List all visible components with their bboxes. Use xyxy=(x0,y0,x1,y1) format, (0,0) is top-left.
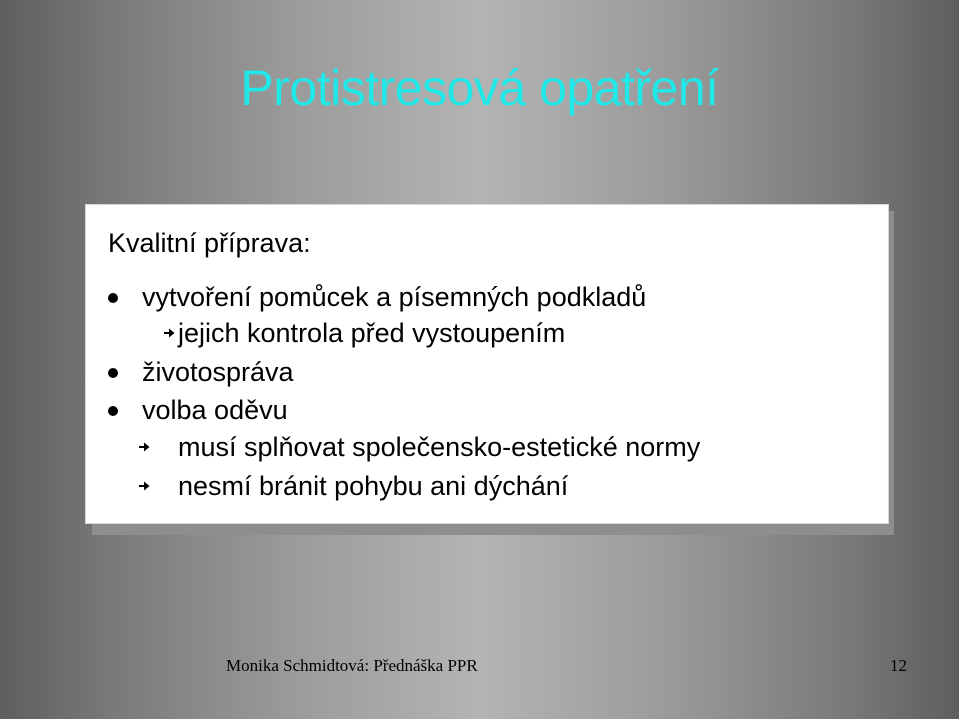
arrow-icon xyxy=(138,479,152,493)
footer-author-lecture: Monika Schmidtová: Přednáška PPR xyxy=(226,656,478,675)
bullet-icon xyxy=(108,368,118,378)
box-heading: Kvalitní příprava: xyxy=(108,228,311,258)
arrow-icon xyxy=(163,326,177,340)
page-number: 12 xyxy=(890,656,907,675)
list-item-text: nesmí bránit pohybu ani dýchání xyxy=(178,471,569,501)
arrow-icon xyxy=(138,440,152,454)
list-item-text: musí splňovat společensko-estetické normy xyxy=(178,432,701,462)
list-item-text: jejich kontrola před vystoupením xyxy=(178,318,566,348)
bullet-icon xyxy=(108,406,118,416)
list-item-text: vytvoření pomůcek a písemných podkladů xyxy=(142,282,647,312)
list-item-text: volba oděvu xyxy=(142,395,288,425)
bullet-icon xyxy=(108,293,118,303)
list-item-text: životospráva xyxy=(142,357,294,387)
content-box xyxy=(86,205,888,523)
slide-title: Protistresová opatření xyxy=(240,60,719,116)
